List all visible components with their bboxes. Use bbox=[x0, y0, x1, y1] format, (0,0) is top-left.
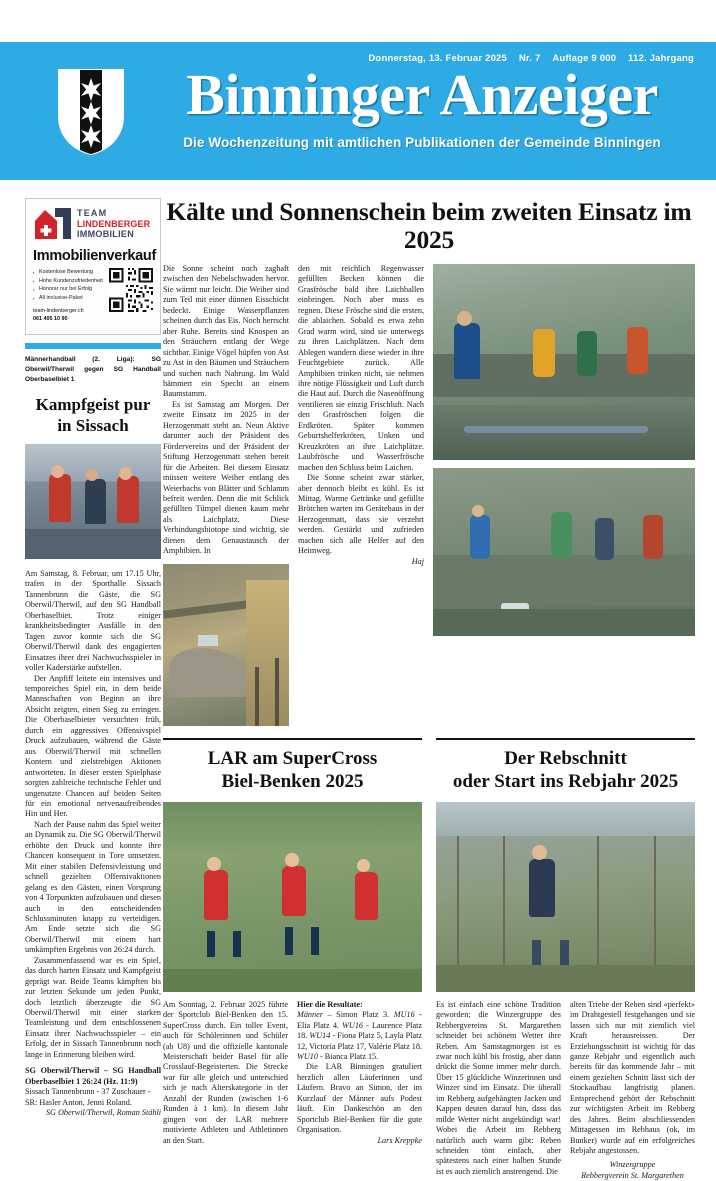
rebschnitt-paragraph: Es ist einfach eine schöne Tradition geworden; die Winzergruppe des Rebbergvereins St. Margarethen schneidet bei schönem Wetter ihre Reben. Am Samstagmorgen ist es zwar noch kühl bis frostig, aber dann drückt die Sonne immer mehr durch. Über 15 glückliche Winzerinnen und Winzer sind im Einsatz. Die überall im Rebberg aufgehängten Jacken und Kappen deuten darauf hin, dass das milde Wetter nicht angekündigt war! Wobei die Arbeit im Rebberg natürlich auch warm gibt: Reben schneiden tönt einfach, aber spätestens nach einer halben Stunde ist es auch ziemlich anstrengend. Die bbox=[436, 999, 561, 1176]
rebschnitt-paragraph: alten Triebe der Reben sind «perfekt» im Drahtgestell festgehangen und sie lassen sich nur mit ziemlich viel Kraft herausreissen. Der Erziehungsschnitt ist wichtig für das ganze Rebjahr und eigentlich auch bereits für das kommende Jahr – mit einem gezielten Schnitt lässt sich der Stockaufbau langfristig planen. Entsprechend gehört der Rebschnitt zur wichtigsten Arbeit im Rebberg des Jahres. Beim abschliessenden Mittagessen im Rebhaus (ok, im Bunker) wurde auf ein erfolgreiches Rebjahr angestossen. bbox=[570, 999, 695, 1156]
lead-column-1 bbox=[163, 264, 289, 726]
ad-brand-line2: LINDENBERGER bbox=[77, 218, 151, 229]
vineyard-pruning-photo bbox=[436, 802, 695, 992]
lead-paragraph: den mit reichlich Regenwasser gefüllten Becken können die Grasfrösche bald ihre Laichballen einbringen. Noch aber muss es regnen. Diese Frösche sind die ersten, die ablaichen. Sobald es etwa zehn Grad warm wird, sind sie unterwegs zu ihren Laichplätzen. Nach dem Ablegen wandern diese wieder in ihre Feuchtgebiete zurück. Alle Amphibien trinken nicht, sie nehmen ihre nötige Flüssigkeit und Luft durch die Haut auf. Durch die Nasenöffnung ventilieren sie einzig Frischluft. Nach den Grasfröschen folgen die Erdkröten. Später kommen Geburtshelferkröten, Unken und Kreuzkröten an ihre Laichplätze. Laubfrösche und Wasserfrösche machen den Schluss beim Laichen. bbox=[298, 264, 424, 472]
handball-headline-line1: Kampfgeist pur bbox=[35, 395, 151, 414]
ad-bullet: ▪ Honorar nur bei Erfolg bbox=[33, 285, 105, 294]
handball-result-score: SG Oberwil/Therwil – SG Handball Oberbaselbiet 1 26:24 (Hz. 11:9) bbox=[25, 1066, 161, 1086]
volunteers-working-photo bbox=[433, 264, 695, 460]
rebschnitt-article bbox=[436, 738, 695, 1181]
page-title: Binninger Anzeiger bbox=[186, 62, 658, 127]
result-entries: - Elia Platz 4. bbox=[297, 1010, 423, 1030]
rebschnitt-signature-line1: Winzergruppe bbox=[609, 1160, 656, 1170]
weiher-path-photo bbox=[163, 564, 289, 726]
ad-brand-line1: TEAM bbox=[77, 208, 108, 218]
result-category: WU10 bbox=[297, 1051, 318, 1061]
ad-brand-line3: IMMOBILIEN bbox=[77, 229, 134, 239]
ad-bullet: ▪ All inclusive-Paket bbox=[33, 294, 105, 303]
left-column bbox=[25, 198, 161, 1119]
rebschnitt-signature-line2: Rebbergverein St. Margarethen bbox=[581, 1170, 684, 1180]
issue-circulation: Auflage 9 000 bbox=[552, 53, 617, 64]
handball-paragraph: Nach der Pause nahm das Spiel weiter an Dynamik zu. Die SG Oberwil/Therwil erhöhte den Druck und konnte ihre Chancen konsequent in Tore umsetzen. Mit einer stabilen Defensivleistung und schnell gezielten Offensivaktionen gelang es den Gästen, einen Vorsprung von 4 Torpunkten aufzubauen und diesen auch in den entscheidenden Schlussminuten knapp zu verteidigen. Am Ende setzte sich die SG Oberwil/Therwil mit einem hart umkämpften Ergebnis von 26:24 durch. bbox=[25, 819, 161, 955]
result-entries: - Fiona Platz 5, Layla Platz 12, Victoria Platz 17, Valérie Platz 18. bbox=[297, 1031, 423, 1051]
ad-headline: Immobilienverkauf bbox=[33, 248, 157, 264]
result-entries: - Bianca Platz 15. bbox=[319, 1051, 379, 1061]
issue-volume: 112. Jahrgang bbox=[628, 53, 694, 64]
issue-number: Nr. 7 bbox=[518, 53, 541, 64]
ad-bullet: ▪ Kostenlose Bewertung bbox=[33, 268, 105, 277]
ad-bullet: ▪ Hohe Kundenzufriedenheit bbox=[33, 277, 105, 286]
rebschnitt-headline-line2: oder Start ins Rebjahr 2025 bbox=[452, 770, 679, 792]
pond-clearing-photo bbox=[433, 468, 695, 636]
supercross-headline-line1: LAR am SuperCross bbox=[207, 747, 378, 769]
main-column bbox=[163, 198, 695, 1181]
handball-signature: SG Oberwil/Therwil, Roman Stähli bbox=[45, 1108, 161, 1118]
handball-result-venue: Sissach Tannenbrunn - 37 Zuschauer - bbox=[25, 1087, 151, 1097]
handball-result-referees: SR: Hasler Anton, Jenni Roland. bbox=[25, 1097, 132, 1107]
supercross-results-heading: Hier die Resultate: bbox=[297, 999, 363, 1009]
ad-website[interactable]: team-lindenberger.ch bbox=[33, 308, 84, 315]
rebschnitt-headline bbox=[436, 747, 695, 793]
lead-headline: Kälte und Sonnenschein beim zweiten Einsatz im 2025 bbox=[166, 197, 692, 254]
handball-body bbox=[25, 569, 161, 1119]
young-runners-photo bbox=[163, 802, 422, 992]
supercross-headline-line2: Biel-Benken 2025 bbox=[221, 770, 364, 792]
issue-date: Donnerstag, 13. Februar 2025 bbox=[368, 53, 508, 64]
supercross-results-list bbox=[297, 1010, 422, 1062]
masthead-subtitle: Die Wochenzeitung mit amtlichen Publikationen der Gemeinde Binningen bbox=[183, 135, 661, 150]
handball-paragraph: Am Samstag, 8. Februar, um 17.15 Uhr, trafen in der Sporthalle Sissach Tannenbrunn die Gäste, die SG Oberwil/Therwil, auf den SG Handball Oberbaselbiet. Trotz einiger krankheitsbedingter Ausfälle in den Tagen zuvor konnte sich die SG Oberwil/Therwil dank des engagierten Einsatzes ihrer drei Nachwuchsspieler in voller Kaderstärke aufstellen. bbox=[25, 569, 161, 673]
handball-headline-line2: in Sissach bbox=[57, 416, 129, 435]
ad-benefit-list bbox=[33, 268, 105, 302]
ad-phone[interactable]: 061 405 10 90 bbox=[33, 316, 68, 323]
result-category: Männer bbox=[297, 1010, 323, 1020]
lead-photo-column bbox=[433, 264, 695, 726]
result-category: WU16 bbox=[342, 1020, 364, 1030]
supercross-signature: Lars Kreppke bbox=[377, 1135, 422, 1145]
rebschnitt-headline-line1: Der Rebschnitt bbox=[504, 747, 627, 769]
handball-match-photo bbox=[25, 444, 161, 559]
house-with-cross-logo-icon bbox=[33, 205, 73, 242]
lower-articles bbox=[163, 738, 695, 1181]
result-category: MU16 bbox=[393, 1010, 415, 1020]
binningen-coat-of-arms-icon bbox=[57, 68, 125, 156]
lead-column-2 bbox=[298, 264, 424, 726]
supercross-article bbox=[163, 738, 422, 1181]
result-entries: - Laurence Platz 18. bbox=[297, 1020, 422, 1041]
lead-paragraph: Die Sonne scheint noch zaghaft zwischen den Nebelschwaden hervor. Sie wärmt nur leicht. Die Weiher sind zum Teil mit einer dünnen Eisschicht bedeckt. Einige Wasserpflanzen scheinen durch das Eis. Noch herrscht aber Ruhe. Bereits sind Knospen an den Sträuchern entlang der Wege sichtbar. Einige Vögel hüpfen von Ast zu Ast in den Bäumen und Sträuchern und suchen nach Nahrung. Im Wald hämmert ein Specht an einem Baumstamm. bbox=[163, 264, 289, 399]
handball-paragraph: Zusammenfassend war es ein Spiel, das durch harten Einsatz und Kampfgeist geprägt war. Beide Teams kämpften bis zur letzten Sekunde um jeden Punkt, doch letztlich überzeugte die SG Oberwil/Therwil mit einer starken Teamleistung und dem entschlossenen Einsatz ihrer Nachwuchsspieler – ein Erfolg, der in Sissach Tannenbrunn noch lange in Erinnerung bleiben wird. bbox=[25, 955, 161, 1059]
result-entries: – Simon Platz 3. bbox=[327, 1010, 390, 1020]
result-category: WU14 bbox=[309, 1031, 331, 1041]
masthead bbox=[0, 42, 716, 180]
supercross-closing: Die LAR Binningen gratuliert herzlich allen Läuferinnen und Läufern. Bravo an Simon, der im Kurzlauf der Männer aufs Podest läuft. Ein Dankeschön an den Sportclub Biel-Benken für die gute Organisation. bbox=[297, 1062, 422, 1135]
qr-code-icon[interactable] bbox=[109, 268, 153, 312]
handball-paragraph: Der Anpfiff leitete ein intensives und temporeiches Spiel ein, in dem beide Mannschaften von Beginn an ihre Absicht zeigten, einen Sieg zu erringen. Die Oberbaselbieter versuchten früh, durch ein aggressives Offensivspiel Druck aufzubauen, während die Gäste aus Oberwil/Therwil mit schnellen Kontern und zielstrebigen Aktionen antworteten. In dieser ersten Spielphase sorgten zahlreiche technische Fehler und ungenutzte Chancen auf beiden Seiten für ein emotional nervenaufreibendes Hin und Her. bbox=[25, 673, 161, 819]
lead-signature: Haj bbox=[411, 556, 424, 566]
lead-paragraph: Es ist Samstag am Morgen. Der zweite Einsatz im 2025 in der Herzogenmatt steht an. Neun Aktive darunter auch der Präsident des Fördervereins und der Präsident der Stiftung Herzogenmatt stehen bereit für die Arbeiten. Bei diesem Einsatz müssen weitere Weiher entlang des Weierbachs von Blätter und Schlamm befreit werden. Denn die mit Schlick gefüllten Tümpel dienen kaum mehr als Laichplatz. Diese Verbindungsbiotope sind wichtig, sie dienen dem Genaustausch der Amphibien. In bbox=[163, 399, 289, 556]
handball-kicker: Männerhandball (2. Liga): SG Oberwil/Therwil gegen SG Handball Oberbaselbiet 1 bbox=[25, 356, 161, 383]
page-body bbox=[0, 190, 716, 1180]
supercross-headline bbox=[163, 747, 422, 793]
lead-article bbox=[163, 264, 695, 726]
handball-headline bbox=[25, 394, 161, 436]
lead-paragraph: Die Sonne scheint zwar stärker, aber dennoch bleibt es kühl. Es ist Mittag. Warme Getränke und gefüllte Brötchen warten im Gerätehaus in der Herzogenmatt, dass sie verzehrt werden. Gestärkt und zufrieden machen sich alle Helfer auf den Heimweg. bbox=[298, 473, 424, 556]
supercross-paragraph: Am Sonntag, 2. Februar 2025 führte der Sportclub Biel-Benken den 15. SuperCross durch. Ein toller Event, auch für Schülerinnen und Schüler (ab U8) und die offizielle kantonale Meisterschaft beider Basel für alle Crosslauf-Begeisterten. Die Strecke war für alle gleich und unterschied sich je nach Alterskategorie in der Anzahl der Runden (zwischen 1-6 Runden à 1 km). In diesem Jahr gingen von der LAR mehrere motivierte Athleten und Athletinnen an den Start. bbox=[163, 999, 288, 1145]
advertisement-lindenberger[interactable] bbox=[25, 198, 161, 335]
section-divider-blue bbox=[25, 343, 161, 349]
